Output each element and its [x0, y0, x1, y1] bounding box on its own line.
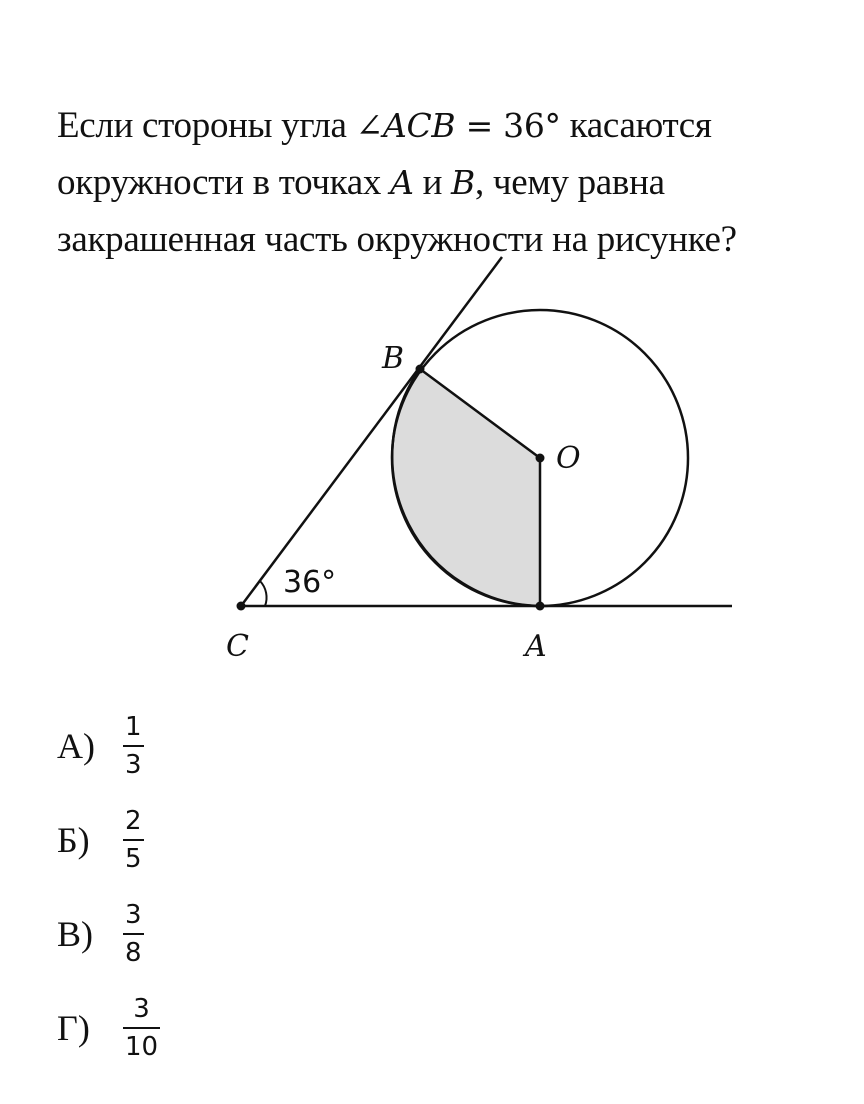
angle-label: 36° [283, 565, 337, 600]
label-b: B [382, 341, 405, 376]
fraction-numerator: 3 [133, 994, 150, 1024]
label-o: O [556, 441, 581, 476]
option-c[interactable] [57, 894, 144, 974]
point-a-math: A [390, 163, 414, 202]
fraction-numerator: 2 [125, 806, 142, 836]
fraction-denominator: 3 [125, 750, 142, 780]
option-letter: Б) [57, 820, 90, 860]
fraction-denominator: 10 [125, 1032, 159, 1062]
fraction-bar [123, 1027, 160, 1029]
option-fraction [123, 994, 160, 1062]
fraction-numerator: 3 [125, 900, 142, 930]
fraction-denominator: 5 [125, 844, 142, 874]
question-line-3: закрашенная часть окружности на рисунке? [57, 219, 737, 260]
option-a[interactable] [57, 706, 144, 786]
point-b [416, 365, 425, 374]
point-b-math: B [451, 163, 475, 202]
option-letter: Г) [57, 1008, 90, 1048]
question-line-1: Если стороны угла ∠ACB = 36° касаются [57, 105, 712, 146]
point-o [536, 454, 545, 463]
point-c [237, 602, 246, 611]
fraction-bar [123, 745, 144, 747]
angle-arc [260, 581, 267, 606]
fraction-bar [123, 933, 144, 935]
angle-acb-math: ∠ACB [355, 106, 456, 145]
option-fraction [123, 900, 144, 968]
question-line-2: окружности в точках A и B, чему равна [57, 162, 665, 203]
option-d[interactable] [57, 988, 160, 1068]
option-fraction [123, 712, 144, 780]
option-b[interactable] [57, 800, 144, 880]
fraction-denominator: 8 [125, 938, 142, 968]
label-c: C [226, 629, 249, 664]
option-letter: А) [57, 726, 95, 766]
shaded-sector [392, 369, 540, 606]
option-fraction [123, 806, 144, 874]
fraction-numerator: 1 [125, 712, 142, 742]
angle-value-math: = 36° [455, 106, 561, 145]
label-a: A [525, 629, 547, 664]
point-a [536, 602, 545, 611]
option-letter: В) [57, 914, 93, 954]
fraction-bar [123, 839, 144, 841]
